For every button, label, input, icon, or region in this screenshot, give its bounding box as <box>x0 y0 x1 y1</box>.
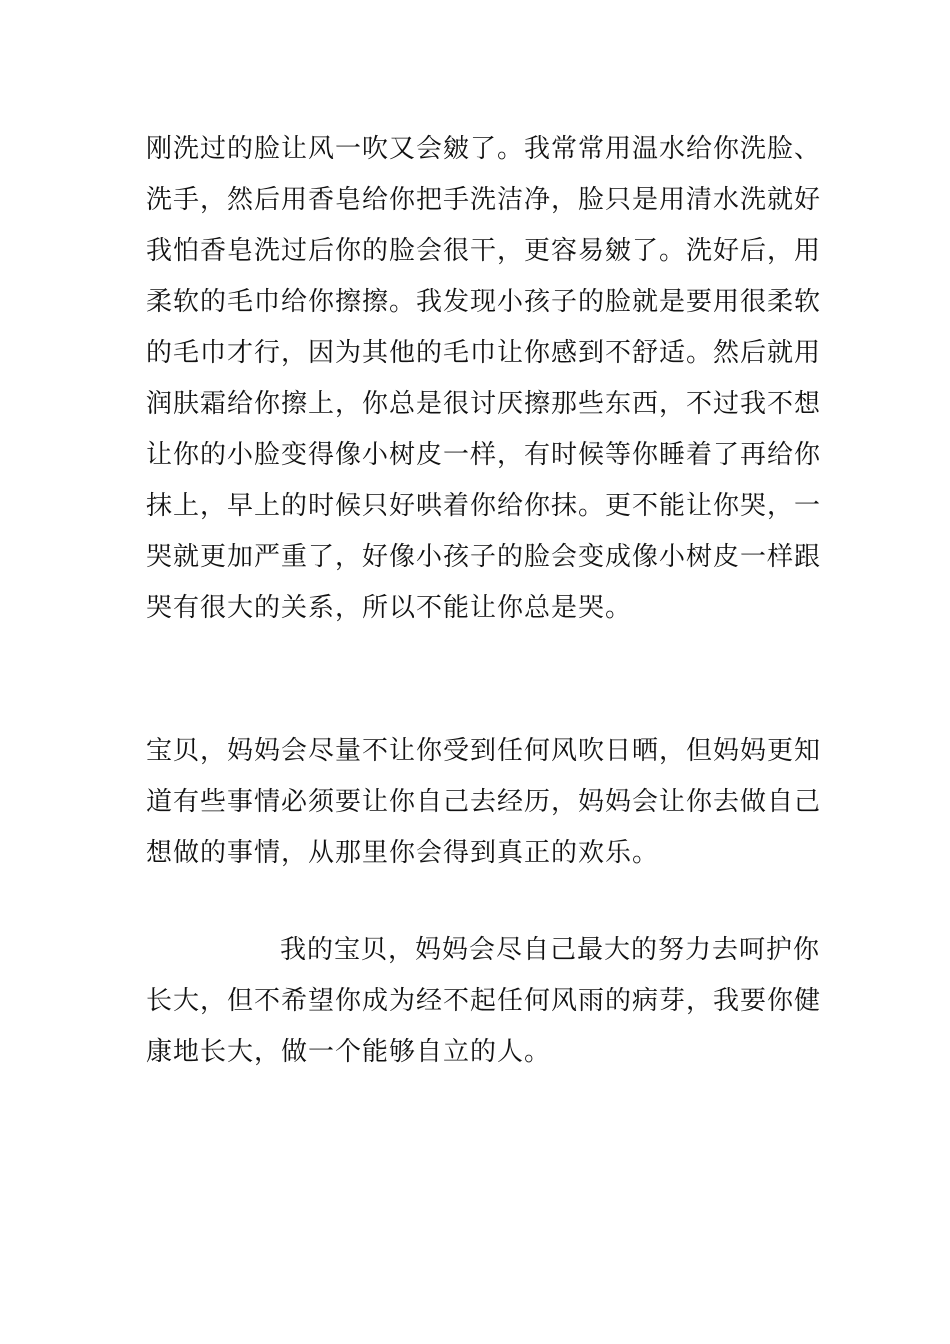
text-line: 宝贝，妈妈会尽量不让你受到任何风吹日晒，但妈妈更知 <box>146 736 822 766</box>
text-line: 抹上，早上的时候只好哄着你给你抹。更不能让你哭，一 <box>146 491 822 521</box>
text-line: 让你的小脸变得像小树皮一样，有时候等你睡着了再给你 <box>146 440 822 470</box>
text-line: 哭有很大的关系，所以不能让你总是哭。 <box>146 593 633 623</box>
text-line: 长大，但不希望你成为经不起任何风雨的病芽，我要你健 <box>146 986 822 1016</box>
text-line: 洗手，然后用香皂给你把手洗洁净，脸只是用清水洗就好 <box>146 185 822 215</box>
text-line: 道有些事情必须要让你自己去经历，妈妈会让你去做自己 <box>146 787 822 817</box>
text-line: 我的宝贝，妈妈会尽自己最大的努力去呵护你 <box>280 935 821 965</box>
text-line: 润肤霜给你擦上，你总是很讨厌擦那些东西，不过我不想 <box>146 389 822 419</box>
text-line: 想做的事情，从那里你会得到真正的欢乐。 <box>146 838 660 868</box>
text-line: 哭就更加严重了，好像小孩子的脸会变成像小树皮一样跟 <box>146 542 822 572</box>
text-line: 的毛巾才行，因为其他的毛巾让你感到不舒适。然后就用 <box>146 338 822 368</box>
text-line: 康地长大，做一个能够自立的人。 <box>146 1037 552 1067</box>
text-line: 刚洗过的脸让风一吹又会皴了。我常常用温水给你洗脸、 <box>146 134 822 164</box>
text-line: 我怕香皂洗过后你的脸会很干，更容易皴了。洗好后，用 <box>146 236 822 266</box>
text-line: 柔软的毛巾给你擦擦。我发现小孩子的脸就是要用很柔软 <box>146 287 822 317</box>
